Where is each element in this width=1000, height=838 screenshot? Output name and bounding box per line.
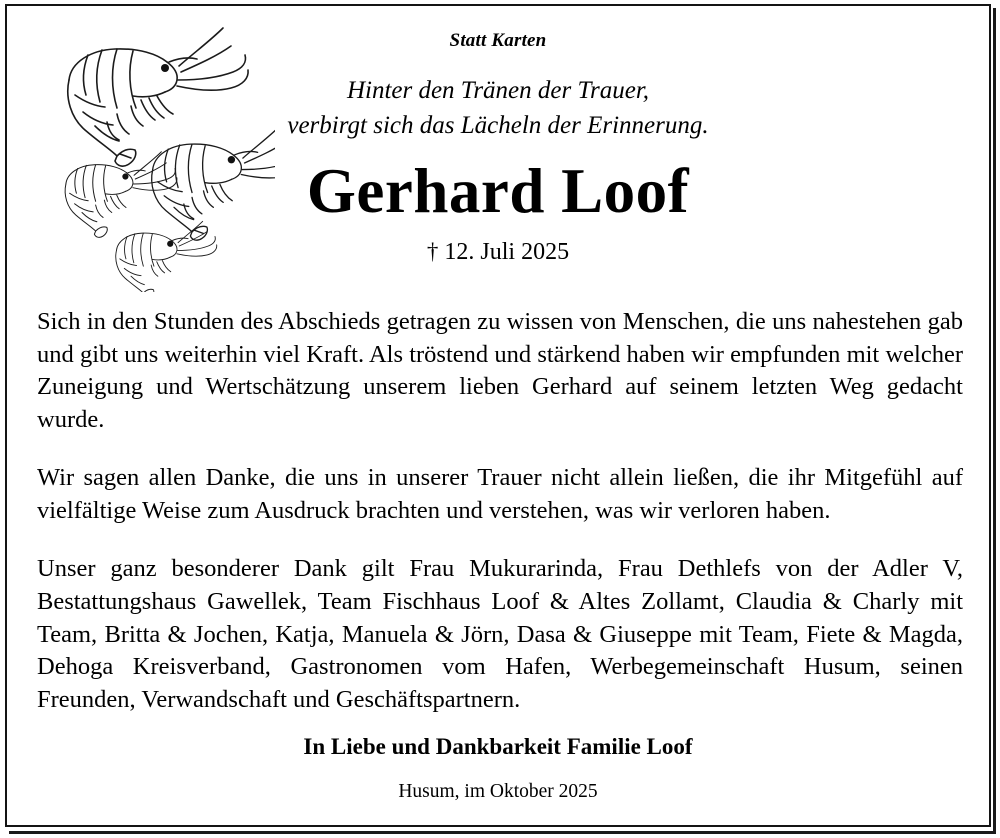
death-date-value: 12. Juli 2025 xyxy=(444,238,570,265)
instead-of-cards-label: Statt Karten xyxy=(449,30,547,51)
notice-closing xyxy=(7,733,989,803)
memorial-verse xyxy=(7,73,989,144)
paragraph-gratitude-strength: Sich in den Stunden des Abschieds getragen zu wissen von Menschen, die uns nahestehen gab und gibt uns weiterhin viel Kraft. Als tröstend und stärkend haben wir empfunden mit welcher Zuneigung und Wertschätzung unserem lieben Gerhard auf seinem letzten Weg gedacht wurde. xyxy=(37,308,963,433)
border-shadow-right xyxy=(993,8,996,834)
paragraph-thanks-sympathy: Wir sagen allen Danke, die uns in unserer Trauer nicht allein ließen, die ihr Mitgefühl auf vielfältige Weise zum Ausdruck brachten und verstehen, was wir verloren haben. xyxy=(37,464,963,524)
notice-body xyxy=(37,306,963,716)
border-shadow-bottom xyxy=(9,831,996,834)
verse-line-1: Hinter den Tränen der Trauer, xyxy=(346,76,650,104)
notice-header xyxy=(7,30,989,267)
verse-line-2: verbirgt sich das Lächeln der Erinnerung. xyxy=(287,112,709,140)
death-date-line xyxy=(7,238,989,267)
family-signature: In Liebe und Dankbarkeit Familie Loof xyxy=(303,733,693,759)
place-and-date: Husum, im Oktober 2025 xyxy=(398,780,598,802)
notice-sheet xyxy=(7,6,989,825)
dagger-icon: † xyxy=(426,238,439,264)
deceased-name: Gerhard Loof xyxy=(306,155,690,226)
paragraph-special-thanks-list: Unser ganz besonderer Dank gilt Frau Mukurarinda, Frau Dethlefs von der Adler V, Bestattungshaus Gawellek, Team Fischhaus Loof & Altes Zollamt, Claudia & Charly mit Team, Britta & Jochen, Katja, Manuela & Jörn, Dasa & Giuseppe mit Team, Fiete & Magda, Dehoga Kreisverband, Gastronomen vom Hafen, Werbegemeinschaft Husum, seinen Freunden, Verwandschaft und Geschäftspartnern. xyxy=(37,555,963,713)
